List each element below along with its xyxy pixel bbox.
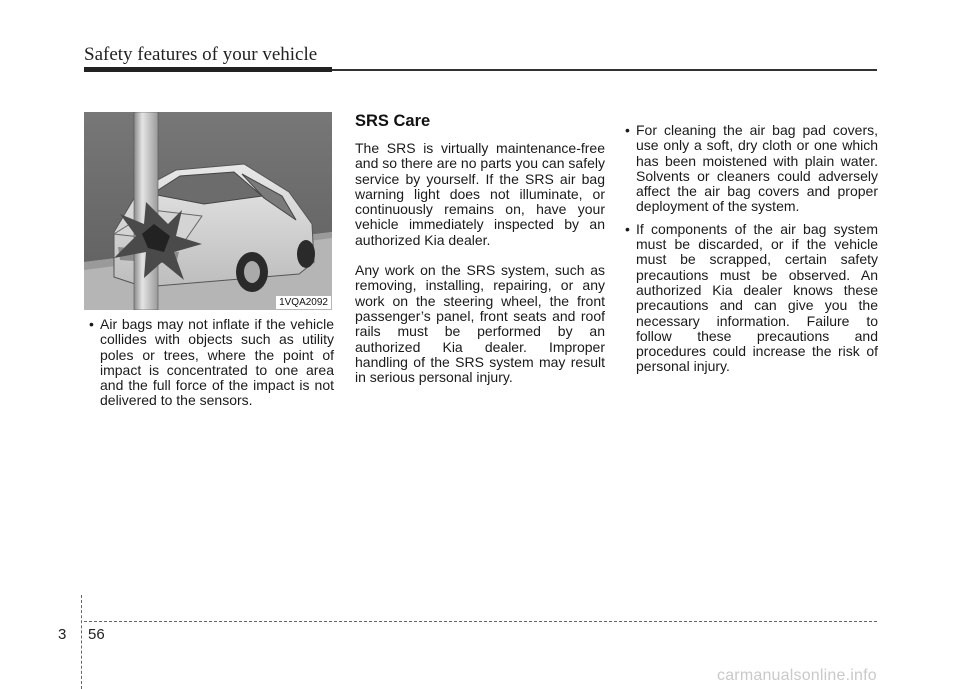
bullet-air-bags-may-not-inflate: • Air bags may not inflate if the vehicle collides with objects such as utility poles or trees, where the point of impact is concentrated to one area and the full force of the impact is not delivered to the sensors. — [86, 317, 334, 409]
header-rule-thin — [332, 69, 877, 71]
page-number: 56 — [88, 626, 105, 643]
header-rule — [84, 67, 332, 72]
paragraph-work-on-srs: Any work on the SRS system, such as removing, installing, repairing, or any work on the steering wheel, the front passenger’s panel, front seats and roof rails must be performed by an authorized Kia dealer. Improper handling of the SRS system may result in serious personal injury. — [355, 262, 605, 386]
footer-rule — [84, 621, 877, 622]
right-column — [622, 123, 878, 375]
section-heading-srs-care: SRS Care — [355, 112, 431, 130]
middle-column — [355, 112, 605, 385]
paragraph-maintenance: The SRS is virtually maintenance-free and so there are no parts you can safely service by yourself. If the SRS air bag warning light does not illuminate, or continuously remains on, have your vehicle immediately inspected by an authorized Kia dealer. — [355, 140, 605, 248]
bullet-cleaning-pad-covers: • For cleaning the air bag pad covers, use only a soft, dry cloth or one which has been moistened with plain water. Solvents or cleaners could adversely affect the air bag covers and proper deployment of the system. — [622, 123, 878, 215]
figure-code-label: 1VQA2092 — [276, 296, 331, 309]
left-column — [86, 317, 334, 409]
page-header-title: Safety features of your vehicle — [84, 44, 318, 65]
bullet-discarding-components: • If components of the air bag system must be discarded, or if the vehicle must be scrapped, certain safety precautions must be observed. An authorized Kia dealer knows these precautions and can give you the necessary information. Failure to follow these precautions and procedures could increase the risk of personal injury. — [622, 222, 878, 375]
chapter-number: 3 — [58, 626, 67, 643]
watermark: carmanualsonline.info — [717, 667, 877, 684]
footer-divider — [81, 595, 82, 689]
car-pole-collision-illustration — [84, 112, 332, 310]
